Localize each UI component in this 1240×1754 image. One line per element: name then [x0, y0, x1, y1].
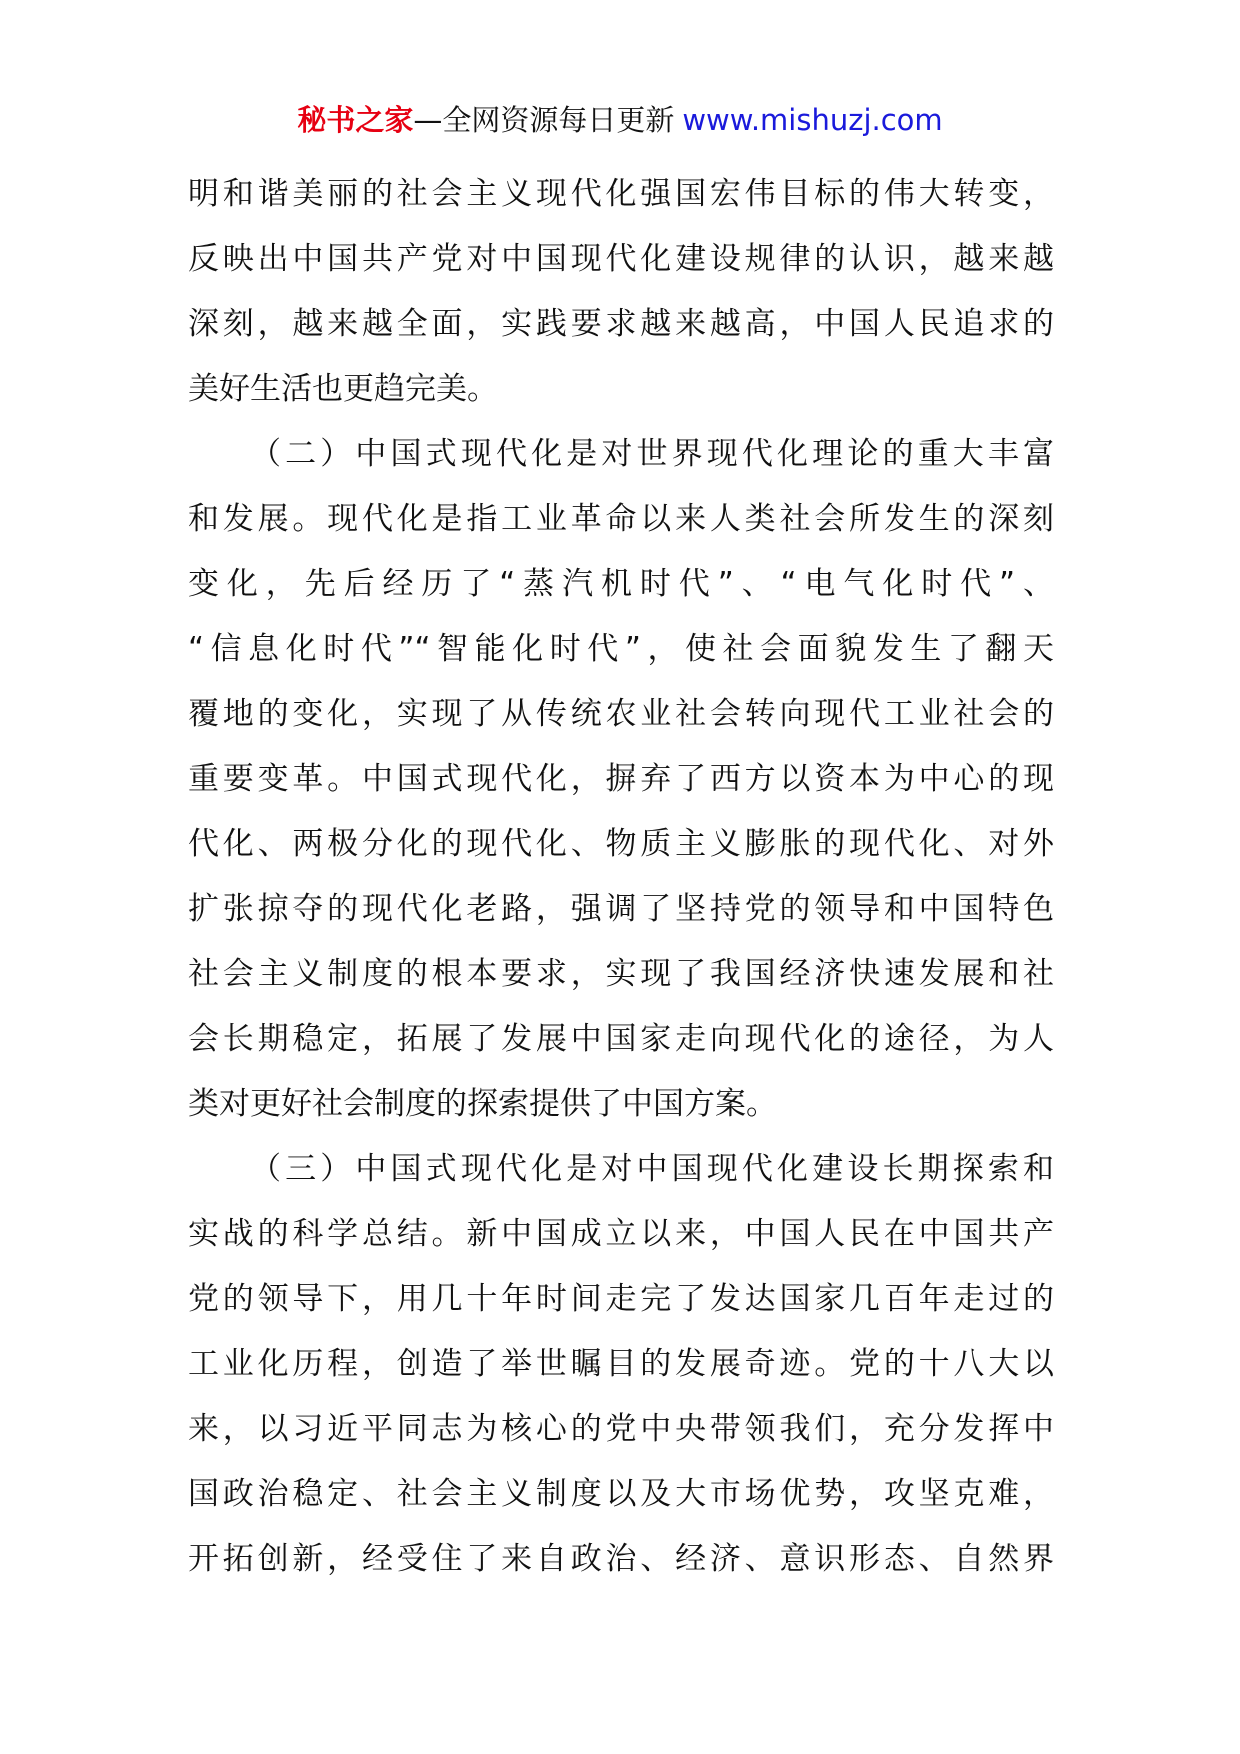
brand-name: 秘书之家: [297, 103, 414, 137]
site-url-link[interactable]: www.mishuzj.com: [682, 103, 943, 137]
text-line: 社会主义制度的根本要求，实现了我国经济快速发展和社: [188, 956, 1054, 992]
text-line: 党的领导下，用几十年时间走完了发达国家几百年走过的: [188, 1281, 1054, 1317]
text-line: 会长期稳定，拓展了发展中国家走向现代化的途径，为人: [188, 1021, 1054, 1057]
text-line: 明和谐美丽的社会主义现代化强国宏伟目标的伟大转变，: [188, 176, 1054, 212]
text-line: 覆地的变化，实现了从传统农业社会转向现代工业社会的: [188, 696, 1054, 732]
text-line: 美好生活也更趋完美。: [188, 371, 498, 407]
text-line: 开拓创新，经受住了来自政治、经济、意识形态、自然界: [188, 1541, 1054, 1577]
header-tagline: —全网资源每日更新: [413, 103, 675, 137]
text-line: 类对更好社会制度的探索提供了中国方案。: [188, 1086, 777, 1122]
text-line: 变化，先后经历了“蒸汽机时代”、“电气化时代”、: [188, 566, 1054, 602]
text-line: 来，以习近平同志为核心的党中央带领我们，充分发挥中: [188, 1411, 1054, 1447]
paragraph-heading-line: （三）中国式现代化是对中国现代化建设长期探索和: [250, 1151, 1054, 1187]
page-header: [0, 100, 1240, 140]
text-line: 深刻，越来越全面，实践要求越来越高，中国人民追求的: [188, 306, 1054, 342]
text-line: 实战的科学总结。新中国成立以来，中国人民在中国共产: [188, 1216, 1054, 1252]
text-line: 和发展。现代化是指工业革命以来人类社会所发生的深刻: [188, 501, 1054, 537]
text-line: 反映出中国共产党对中国现代化建设规律的认识，越来越: [188, 241, 1054, 277]
text-line: 代化、两极分化的现代化、物质主义膨胀的现代化、对外: [188, 826, 1054, 862]
text-line: 国政治稳定、社会主义制度以及大市场优势，攻坚克难，: [188, 1476, 1054, 1512]
text-line: 扩张掠夺的现代化老路，强调了坚持党的领导和中国特色: [188, 891, 1054, 927]
paragraph-heading-line: （二）中国式现代化是对世界现代化理论的重大丰富: [250, 436, 1054, 472]
text-line: 工业化历程，创造了举世瞩目的发展奇迹。党的十八大以: [188, 1346, 1054, 1382]
text-line: 重要变革。中国式现代化，摒弃了西方以资本为中心的现: [188, 761, 1054, 797]
text-line: “信息化时代”“智能化时代”，使社会面貌发生了翻天: [188, 631, 1054, 667]
body-text: [188, 162, 1054, 1592]
